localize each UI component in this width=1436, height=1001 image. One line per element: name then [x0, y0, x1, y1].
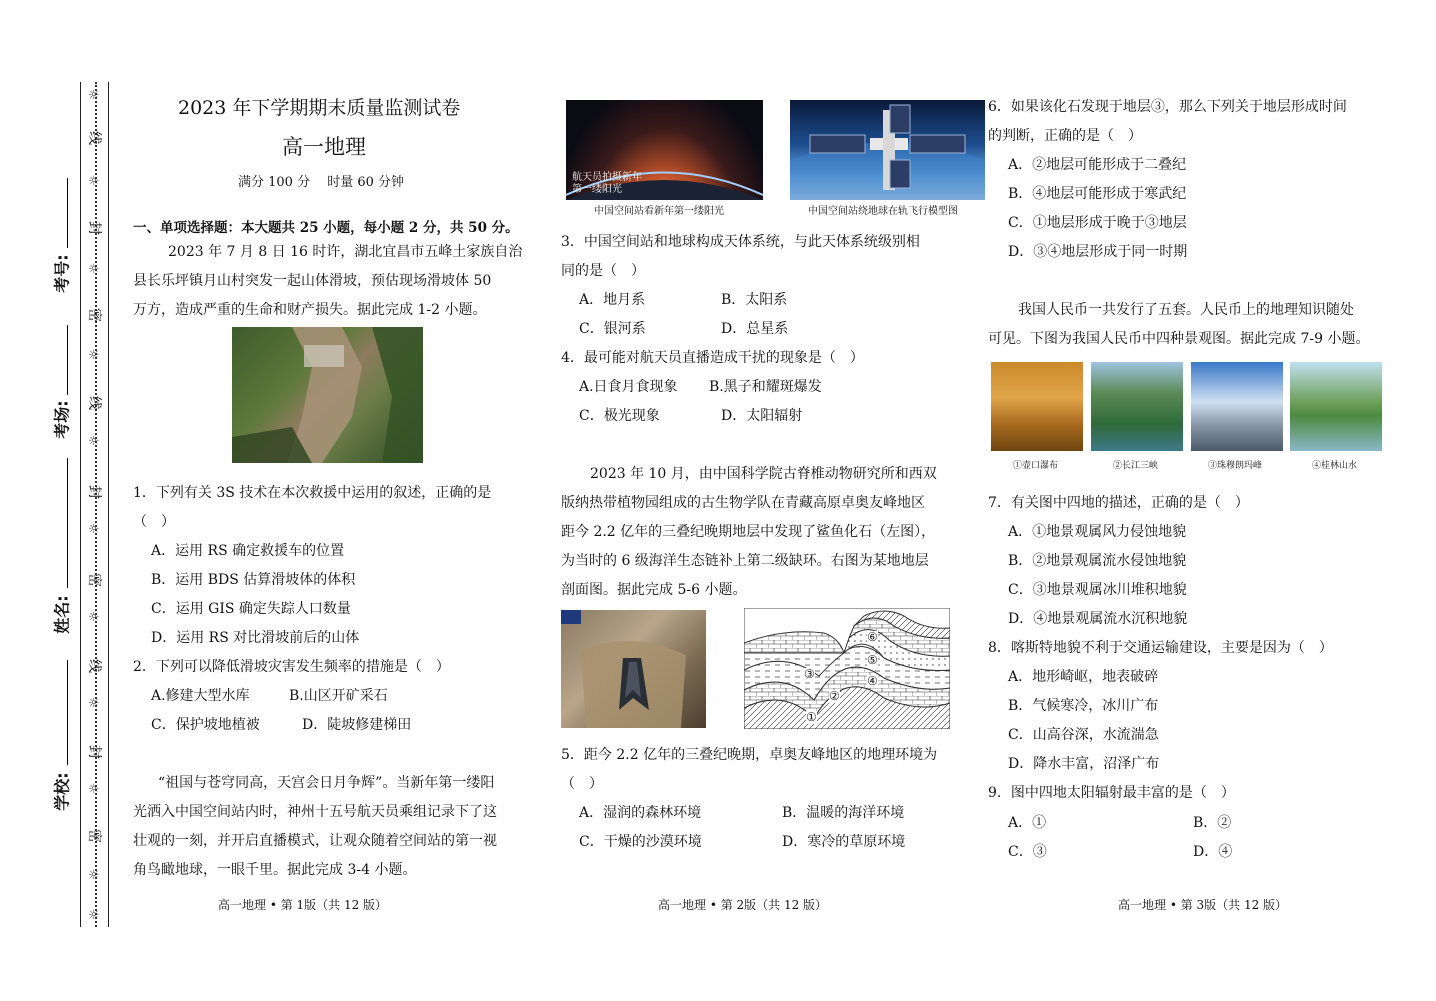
binding-mark: 封 [86, 221, 102, 235]
section-heading: 一、单项选择题：本大题共 25 小题，每小题 2 分，共 50 分。 [133, 220, 519, 236]
hukou-waterfall-photo [991, 362, 1083, 451]
sun-icon: ☼ [88, 610, 100, 625]
q6-option-b[interactable]: B．④地层可能形成于寒武纪 [1008, 186, 1187, 202]
stratum-label: ③ [804, 667, 815, 681]
q8-option-c[interactable]: C．山高谷深，水流湍急 [1008, 727, 1159, 743]
subject-title: 高一地理 [282, 135, 366, 159]
q4-option-b[interactable]: B.黑子和耀斑爆发 [709, 379, 822, 395]
exam-room-label: 考场: [52, 400, 72, 439]
sun-icon: ☼ [88, 908, 100, 923]
q1-option-d[interactable]: D．运用 RS 对比滑坡前后的山体 [151, 630, 360, 646]
intro-4-line: 我国人民币一共发行了五套。人民币上的地理知识随处 [1018, 302, 1354, 318]
q6-option-c[interactable]: C．①地层形成于晚于③地层 [1008, 215, 1187, 231]
photo-caption: ④桂林山水 [1312, 461, 1358, 471]
q1-option-a[interactable]: A．运用 RS 确定救援车的位置 [151, 543, 345, 559]
guilin-photo [1290, 362, 1382, 451]
q5-option-b[interactable]: B．温暖的海洋环境 [782, 805, 905, 821]
intro-1-line: 万方，造成严重的生命和财产损失。据此完成 1-2 小题。 [133, 302, 487, 318]
binding-mark: 封 [86, 745, 102, 759]
q2-option-d[interactable]: D．陡坡修建梯田 [302, 717, 412, 733]
q3-option-c[interactable]: C．银河系 [579, 321, 646, 337]
exam-room-blank[interactable] [67, 325, 68, 395]
intro-1-line: 2023 年 7 月 8 日 16 时许，湖北宜昌市五峰土家族自治 [168, 244, 523, 260]
q7-option-a[interactable]: A．①地景观属风力侵蚀地貌 [1008, 524, 1187, 540]
binding-mark: 线 [86, 396, 102, 410]
caption-sunrise: 中国空间站看新年第一缕阳光 [594, 206, 724, 217]
q6-option-d[interactable]: D．③④地层形成于同一时期 [1008, 244, 1188, 260]
question-8: 8．喀斯特地貌不利于交通运输建设，主要是因为（ ） [988, 640, 1333, 656]
question-3-line: 3．中国空间站和地球构成天体系统，与此天体系统级别相 [561, 234, 920, 250]
q8-option-a[interactable]: A．地形崎岖，地表破碎 [1008, 669, 1159, 685]
exam-number-blank[interactable] [67, 178, 68, 248]
question-2: 2．下列可以降低滑坡灾害发生频率的措施是（ ） [133, 659, 450, 675]
q7-option-d[interactable]: D．④地景观属流水沉积地貌 [1008, 611, 1188, 627]
intro-2-line: “祖国与苍穹同高，天宫会日月争辉”。当新年第一缕阳 [158, 775, 495, 791]
q2-option-c[interactable]: C．保护坡地植被 [151, 717, 260, 733]
q3-option-d[interactable]: D．总星系 [721, 321, 789, 337]
binding-rule-right [108, 82, 109, 927]
exam-meta: 满分 100 分 时量 60 分钟 [238, 175, 405, 190]
sun-icon: ☼ [88, 262, 100, 277]
q5-option-c[interactable]: C．干燥的沙漠环境 [579, 834, 702, 850]
binding-rule-left [80, 82, 81, 927]
question-5-line: （ ） [561, 776, 603, 792]
intro-3-line: 为当时的 6 级海洋生态链补上第二级缺环。右图为某地地层 [561, 553, 929, 569]
question-6-line: 6．如果该化石发现于地层③，那么下列关于地层形成时间 [988, 99, 1347, 115]
q5-option-a[interactable]: A．湿润的森林环境 [579, 805, 702, 821]
q9-option-c[interactable]: C．③ [1008, 844, 1047, 860]
q6-option-a[interactable]: A．②地层可能形成于二叠纪 [1008, 157, 1187, 173]
q4-option-c[interactable]: C．极光现象 [579, 408, 660, 424]
intro-1-line: 县长乐坪镇月山村突发一起山体滑坡，预估现场滑坡体 50 [133, 273, 492, 289]
q4-option-d[interactable]: D．太阳辐射 [721, 408, 803, 424]
stratum-label: ② [829, 689, 840, 703]
q9-option-a[interactable]: A．① [1008, 815, 1047, 831]
q3-option-a[interactable]: A．地月系 [579, 292, 646, 308]
page-footer: 高一地理 • 第 1版（共 12 版） [218, 898, 388, 912]
binding-dotted-line [95, 82, 97, 927]
photo-caption: ③珠穆朗玛峰 [1208, 461, 1263, 471]
binding-mark: 密 [86, 573, 102, 587]
q2-option-b[interactable]: B.山区开矿采石 [289, 688, 388, 704]
photo-overlay-line: 航天员拍摄新年 [572, 172, 642, 183]
intro-2-line: 角鸟瞰地球，一眼千里。据此完成 3-4 小题。 [133, 862, 417, 878]
sun-icon: ☼ [88, 868, 100, 883]
strata-profile-diagram [744, 608, 950, 729]
binding-mark: 密 [86, 829, 102, 843]
question-4: 4．最可能对航天员直播造成干扰的现象是（ ） [561, 350, 864, 366]
school-blank[interactable] [67, 660, 68, 765]
sunrise-photo [566, 100, 763, 200]
school-label: 学校: [52, 772, 72, 811]
sun-icon: ☼ [88, 696, 100, 711]
intro-3-line: 版纳热带植物园组成的古生物学队在青藏高原卓奥友峰地区 [561, 495, 925, 511]
intro-2-line: 壮观的一刻，并开启直播模式，让观众随着空间站的第一视 [133, 833, 497, 849]
exam-number-label: 考号: [52, 254, 72, 293]
sun-icon: ☼ [88, 88, 100, 103]
caption-space-station: 中国空间站绕地球在轨飞行模型图 [808, 206, 958, 217]
q1-option-b[interactable]: B．运用 BDS 估算滑坡体的体积 [151, 572, 356, 588]
shark-fossil-photo [561, 610, 706, 728]
question-6-line: 的判断，正确的是（ ） [988, 128, 1142, 144]
sun-icon: ☼ [88, 434, 100, 449]
q7-option-b[interactable]: B．②地景观属流水侵蚀地貌 [1008, 553, 1187, 569]
q2-option-a[interactable]: A.修建大型水库 [151, 688, 250, 704]
binding-mark: 密 [86, 308, 102, 322]
stratum-label: ① [806, 710, 817, 724]
intro-2-line: 光洒入中国空间站内时，神州十五号航天员乘组记录下了这 [133, 804, 497, 820]
three-gorges-photo [1091, 362, 1183, 451]
q5-option-d[interactable]: D．寒冷的草原环境 [782, 834, 906, 850]
landslide-photo [232, 327, 423, 463]
name-label: 姓名: [52, 595, 72, 634]
stratum-label: ⑤ [867, 653, 878, 667]
question-3-line: 同的是（ ） [561, 263, 645, 279]
sun-icon: ☼ [88, 522, 100, 537]
intro-3-line: 剖面图。据此完成 5-6 小题。 [561, 582, 747, 598]
space-station-photo [790, 100, 985, 200]
q3-option-b[interactable]: B．太阳系 [721, 292, 788, 308]
binding-mark: 线 [86, 131, 102, 145]
q8-option-b[interactable]: B．气候寒冷，冰川广布 [1008, 698, 1159, 714]
question-9: 9．图中四地太阳辐射最丰富的是（ ） [988, 785, 1235, 801]
page-footer: 高一地理 • 第 2版（共 12 版） [658, 898, 828, 912]
q7-option-c[interactable]: C．③地景观属冰川堆积地貌 [1008, 582, 1187, 598]
binding-mark: 线 [86, 659, 102, 673]
exam-title: 2023 年下学期期末质量监测试卷 [178, 97, 461, 119]
q9-option-b[interactable]: B．② [1193, 815, 1232, 831]
photo-overlay-line: 第一缕阳光 [572, 184, 622, 195]
q1-option-c[interactable]: C．运用 GIS 确定失踪人口数量 [151, 601, 351, 617]
q9-option-d[interactable]: D．④ [1193, 844, 1233, 860]
page-footer: 高一地理 • 第 3版（共 12 版） [1118, 898, 1288, 912]
q8-option-d[interactable]: D．降水丰富，沼泽广布 [1008, 756, 1160, 772]
sun-icon: ☼ [88, 348, 100, 363]
stratum-label: ⑥ [867, 630, 878, 644]
q4-option-a[interactable]: A.日食月食现象 [579, 379, 678, 395]
question-7: 7．有关图中四地的描述，正确的是（ ） [988, 495, 1249, 511]
sun-icon: ☼ [88, 782, 100, 797]
name-blank[interactable] [67, 458, 68, 588]
question-1-paren: （ ） [133, 514, 175, 530]
question-1: 1．下列有关 3S 技术在本次救援中运用的叙述，正确的是 [133, 485, 492, 501]
everest-photo [1191, 362, 1283, 451]
question-5-line: 5．距今 2.2 亿年的三叠纪晚期，卓奥友峰地区的地理环境为 [561, 747, 938, 763]
intro-3-line: 距今 2.2 亿年的三叠纪晚期地层中发现了鲨鱼化石（左图）， [561, 524, 936, 540]
intro-3-line: 2023 年 10 月，由中国科学院古脊椎动物研究所和西双 [590, 466, 937, 482]
sun-icon: ☼ [88, 174, 100, 189]
stratum-label: ④ [867, 674, 878, 688]
binding-mark: 封 [86, 485, 102, 499]
intro-4-line: 可见。下图为我国人民币中四种景观图。据此完成 7-9 小题。 [988, 331, 1370, 347]
photo-caption: ②长江三峡 [1113, 461, 1159, 471]
photo-caption: ①壶口瀑布 [1013, 461, 1059, 471]
